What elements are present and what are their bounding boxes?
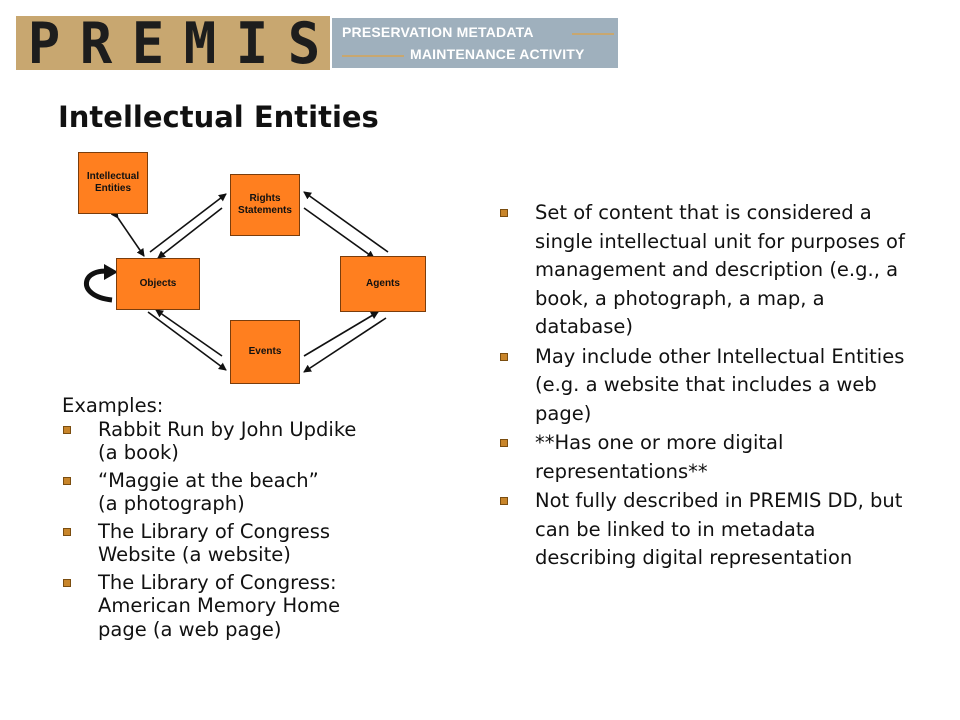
tagline-rule	[572, 33, 614, 35]
arrow-events-to-agents	[304, 312, 378, 356]
logo-letter: P	[27, 16, 61, 70]
logo-letter: E	[131, 16, 165, 70]
node-events	[230, 320, 300, 384]
bullet-icon	[500, 353, 508, 361]
examples-list	[62, 418, 442, 642]
list-item	[62, 571, 442, 642]
description-section	[498, 199, 918, 574]
tagline-rule	[342, 55, 404, 57]
examples-heading: Examples:	[62, 394, 164, 417]
examples-section	[62, 394, 442, 645]
logo-letter: M	[183, 16, 217, 70]
arrow-objects-to-rights	[150, 194, 226, 252]
bullet-icon	[63, 477, 71, 485]
arrow-events-to-objects	[156, 310, 222, 356]
list-item	[498, 199, 918, 342]
bullet-icon	[63, 528, 71, 536]
node-rights-statements	[230, 174, 300, 236]
premis-data-model-diagram	[60, 150, 440, 390]
example-text: The Library of Congress Website (a website)	[98, 519, 331, 566]
node-label: Rights Statements	[238, 193, 292, 216]
arrow-rights-to-agents	[304, 208, 374, 258]
description-text: May include other Intellectual Entities (e.g. a website that includes a web page)	[535, 344, 905, 425]
bullet-icon	[500, 497, 508, 505]
bullet-icon	[63, 579, 71, 587]
list-item	[498, 343, 918, 429]
description-text: Not fully described in PREMIS DD, but can be linked to in metadata describing digital representation	[535, 489, 903, 569]
bullet-icon	[500, 439, 508, 447]
node-label: Objects	[139, 278, 177, 289]
tagline-banner	[332, 18, 618, 68]
arrow-agents-to-events	[304, 318, 386, 372]
logo-letters	[20, 16, 328, 70]
premis-logo	[16, 16, 330, 70]
arrow-agents-to-rights	[304, 192, 388, 252]
tagline-line1: PRESERVATION METADATA	[342, 24, 534, 40]
arrow-rights-to-objects	[158, 208, 222, 258]
list-item	[62, 469, 442, 516]
logo-letter: I	[235, 16, 269, 70]
tagline-line2: MAINTENANCE ACTIVITY	[410, 46, 585, 62]
description-text: **Has one or more digital representations**	[535, 431, 784, 483]
arrow-objects-to-events	[148, 312, 226, 370]
example-text: “Maggie at the beach” (a photograph)	[98, 468, 319, 515]
node-label: Intellectual Entities	[86, 171, 140, 194]
example-text: The Library of Congress: American Memory Home page (a web page)	[98, 570, 341, 641]
list-item	[62, 520, 442, 567]
list-item	[498, 429, 918, 486]
list-item	[498, 487, 918, 573]
list-item	[62, 418, 442, 465]
logo-letter: R	[79, 16, 113, 70]
logo-letter: S	[287, 16, 321, 70]
node-objects	[116, 258, 200, 310]
description-list	[498, 199, 918, 573]
node-intellectual-entities	[78, 152, 148, 214]
node-label: Agents	[366, 278, 400, 289]
arrow-ie-objects	[118, 218, 144, 256]
page-title: Intellectual Entities	[58, 100, 379, 134]
bullet-icon	[500, 209, 508, 217]
example-text: Rabbit Run by John Updike (a book)	[98, 417, 357, 464]
description-text: Set of content that is considered a single intellectual unit for purposes of management and description (e.g., a book, a photograph, a map, a database)	[535, 201, 905, 338]
node-label: Events	[248, 346, 282, 357]
bullet-icon	[63, 426, 71, 434]
node-agents	[340, 256, 426, 312]
